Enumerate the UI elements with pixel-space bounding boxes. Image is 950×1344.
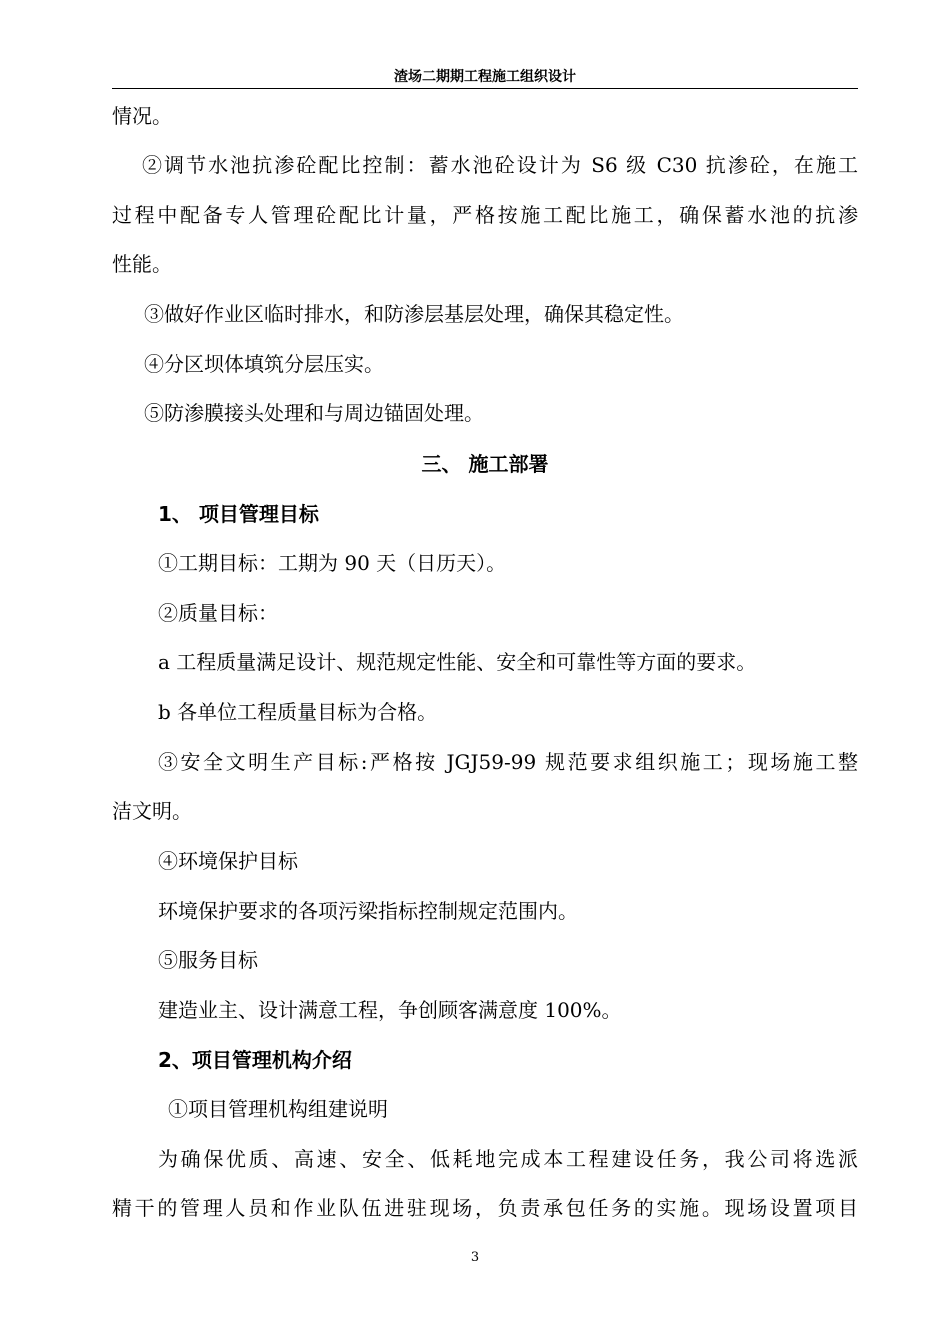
text-line: ⑤防渗膜接头处理和与周边锚固处理。 <box>144 401 484 425</box>
text-line: 精干的管理人员和作业队伍进驻现场，负责承包任务的实施。现场设置项目 <box>112 1196 858 1220</box>
text-line: 建造业主、设计满意工程，争创顾客满意度 100%。 <box>158 998 622 1022</box>
text-line: 情况。 <box>112 104 172 128</box>
text-line: 过程中配备专人管理砼配比计量，严格按施工配比施工，确保蓄水池的抗渗 <box>112 203 858 227</box>
text-line: ②质量目标： <box>158 601 278 625</box>
header-rule <box>112 88 858 89</box>
page-number: 3 <box>470 1250 480 1265</box>
text-line: ②调节水池抗渗砼配比控制：蓄水池砼设计为 S6 级 C30 抗渗砼，在施工 <box>142 153 858 177</box>
text-line: ④环境保护目标 <box>158 849 298 873</box>
subsection-heading: 1、 项目管理目标 <box>158 502 319 526</box>
text-line: ①工期目标：工期为 90 天（日历天）。 <box>158 551 507 575</box>
text-line: ①项目管理机构组建说明 <box>168 1097 388 1121</box>
section-heading: 三、 施工部署 <box>421 452 549 476</box>
text-line: a 工程质量满足设计、规范规定性能、安全和可靠性等方面的要求。 <box>158 650 757 674</box>
text-line: ③安全文明生产目标:严格按 JGJ59-99 规范要求组织施工；现场施工整 <box>158 750 858 774</box>
text-line: 洁文明。 <box>112 799 192 823</box>
text-line: ⑤服务目标 <box>158 948 258 972</box>
subsection-heading: 2、项目管理机构介绍 <box>158 1048 352 1072</box>
text-line: ③做好作业区临时排水，和防渗层基层处理，确保其稳定性。 <box>144 302 684 326</box>
running-header: 渣场二期期工程施工组织设计 <box>394 69 576 85</box>
text-line: ④分区坝体填筑分层压实。 <box>144 352 384 376</box>
text-line: 性能。 <box>112 252 172 276</box>
text-line: b 各单位工程质量目标为合格。 <box>158 700 438 724</box>
text-line: 环境保护要求的各项污梁指标控制规定范围内。 <box>158 899 578 923</box>
text-line: 为确保优质、高速、安全、低耗地完成本工程建设任务，我公司将选派 <box>158 1147 858 1171</box>
